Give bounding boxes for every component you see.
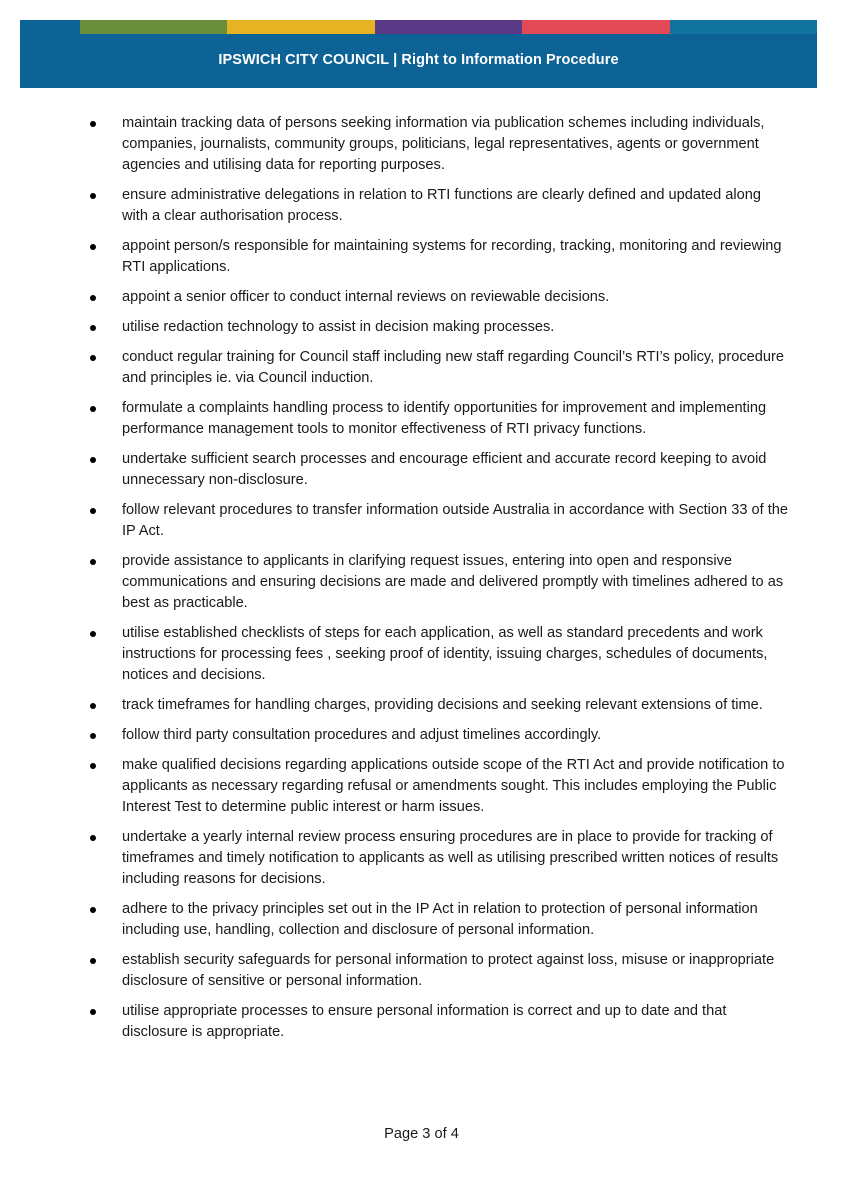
list-item: [90, 113, 790, 176]
list-item: [90, 347, 790, 389]
list-item-text: establish security safeguards for personal information to protect against loss, misuse or inappropriate disclosure of sensitive or personal information.: [122, 952, 775, 989]
bullet-dot-icon: [90, 835, 96, 841]
list-item-text: adhere to the privacy principles set out in the IP Act in relation to protection of personal information including use, handling, collection and disclosure of personal information.: [122, 901, 758, 938]
list-item-text: utilise appropriate processes to ensure personal information is correct and up to date and that disclosure is appropriate.: [122, 1003, 727, 1040]
bullet-dot-icon: [90, 907, 96, 913]
bullet-dot-icon: [90, 457, 96, 463]
list-item-text: provide assistance to applicants in clarifying request issues, entering into open and responsive communications and ensuring decisions are made and delivered promptly with timelines adhered to as best as practicable.: [122, 553, 784, 611]
list-item-text: utilise redaction technology to assist in decision making processes.: [122, 319, 555, 335]
bullet-dot-icon: [90, 703, 96, 709]
list-item-text: utilise established checklists of steps for each application, as well as standard precedents and work instructions for processing fees , seeking proof of identity, issuing charges, schedules of documents, notices and decisions.: [122, 625, 768, 683]
bullet-dot-icon: [90, 508, 96, 514]
list-item: [90, 185, 790, 227]
list-item: [90, 695, 790, 716]
bullet-list: [90, 113, 790, 1043]
header-title: IPSWICH CITY COUNCIL | Right to Information Procedure: [218, 52, 619, 68]
list-item-text: follow relevant procedures to transfer information outside Australia in accordance with Section 33 of the IP Act.: [122, 502, 789, 539]
list-item: [90, 623, 790, 686]
list-item: [90, 287, 790, 308]
list-item: [90, 899, 790, 941]
document-body: [90, 113, 790, 1052]
bullet-dot-icon: [90, 763, 96, 769]
bullet-dot-icon: [90, 733, 96, 739]
list-item-text: undertake a yearly internal review process ensuring procedures are in place to provide for tracking of timeframes and timely notification to applicants as well as utilising prescribed written notices of results including reasons for decisions.: [122, 829, 779, 887]
header-color-stripes: [80, 20, 817, 34]
stripe-blue: [670, 20, 817, 34]
bullet-dot-icon: [90, 559, 96, 565]
list-item-text: maintain tracking data of persons seeking information via publication schemes including individuals, companies, journalists, community groups, politicians, legal representatives, agents or government agencies and utilising data for reporting purposes.: [122, 115, 765, 173]
bullet-dot-icon: [90, 295, 96, 301]
list-item-text: formulate a complaints handling process to identify opportunities for improvement and implementing performance management tools to monitor effectiveness of RTI privacy functions.: [122, 400, 767, 437]
list-item-text: track timeframes for handling charges, providing decisions and seeking relevant extensions of time.: [122, 697, 763, 713]
list-item-text: ensure administrative delegations in relation to RTI functions are clearly defined and updated along with a clear authorisation process.: [122, 187, 762, 224]
bullet-dot-icon: [90, 1009, 96, 1015]
list-item: [90, 398, 790, 440]
stripe-red: [522, 20, 669, 34]
list-item-text: make qualified decisions regarding applications outside scope of the RTI Act and provide notification to applicants as necessary regarding refusal or amendments sought. This includes employing the Public Interest Test to determine public interest or harm issues.: [122, 757, 785, 815]
list-item-text: appoint person/s responsible for maintaining systems for recording, tracking, monitoring and reviewing RTI applications.: [122, 238, 782, 275]
list-item-text: follow third party consultation procedures and adjust timelines accordingly.: [122, 727, 602, 743]
bullet-dot-icon: [90, 355, 96, 361]
list-item: [90, 725, 790, 746]
bullet-dot-icon: [90, 325, 96, 331]
list-item-text: appoint a senior officer to conduct internal reviews on reviewable decisions.: [122, 289, 610, 305]
bullet-dot-icon: [90, 631, 96, 637]
list-item-text: undertake sufficient search processes and encourage efficient and accurate record keeping to avoid unnecessary non-disclosure.: [122, 451, 767, 488]
stripe-yellow: [227, 20, 374, 34]
list-item: [90, 1001, 790, 1043]
list-item: [90, 236, 790, 278]
stripe-green: [80, 20, 227, 34]
list-item-text: conduct regular training for Council staff including new staff regarding Council’s RTI’s policy, procedure and principles ie. via Council induction.: [122, 349, 784, 386]
bullet-dot-icon: [90, 121, 96, 127]
bullet-dot-icon: [90, 193, 96, 199]
list-item: [90, 317, 790, 338]
list-item: [90, 551, 790, 614]
bullet-dot-icon: [90, 406, 96, 412]
bullet-dot-icon: [90, 958, 96, 964]
list-item: [90, 449, 790, 491]
page-number: Page 3 of 4: [384, 1126, 459, 1142]
list-item: [90, 950, 790, 992]
list-item: [90, 500, 790, 542]
stripe-purple: [375, 20, 522, 34]
list-item: [90, 827, 790, 890]
bullet-dot-icon: [90, 244, 96, 250]
list-item: [90, 755, 790, 818]
